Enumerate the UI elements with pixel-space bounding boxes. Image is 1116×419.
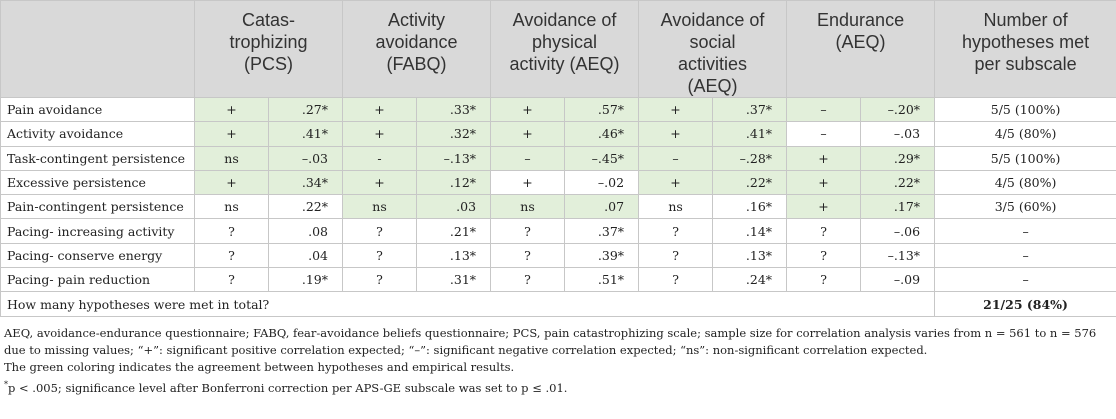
hypothesis-cell: + xyxy=(639,122,713,146)
correlation-cell: .57* xyxy=(565,98,639,122)
header-hypotheses-met: Number of hypotheses met per subscale xyxy=(935,1,1116,98)
footnote-significance-text: p < .005; significance level after Bonferroni correction per APS-GE subscale was set to p ≤ .01. xyxy=(8,380,568,395)
correlation-cell: .08 xyxy=(269,219,343,243)
hypothesis-cell: + xyxy=(787,195,861,219)
table-footnotes xyxy=(0,317,1116,397)
hypothesis-cell: ns xyxy=(343,195,417,219)
correlation-cell: .03 xyxy=(417,195,491,219)
row-label: Activity avoidance xyxy=(1,122,195,146)
correlation-cell: .51* xyxy=(565,268,639,292)
table-row xyxy=(1,170,1116,194)
correlation-cell: .29* xyxy=(861,146,935,170)
correlation-cell: .37* xyxy=(565,219,639,243)
correlation-cell: .41* xyxy=(713,122,787,146)
hypotheses-met-cell: – xyxy=(935,268,1116,292)
hypothesis-cell: ns xyxy=(639,195,713,219)
table-row xyxy=(1,268,1116,292)
correlation-cell: –.09 xyxy=(861,268,935,292)
table-row xyxy=(1,219,1116,243)
hypothesis-cell: ? xyxy=(343,243,417,267)
hypothesis-cell: ? xyxy=(195,219,269,243)
correlation-cell: .21* xyxy=(417,219,491,243)
hypothesis-cell: + xyxy=(639,98,713,122)
header-fabq: Activity avoidance (FABQ) xyxy=(343,1,491,98)
hypothesis-cell: + xyxy=(343,122,417,146)
table-row xyxy=(1,195,1116,219)
hypotheses-met-cell: 3/5 (60%) xyxy=(935,195,1116,219)
row-label: Excessive persistence xyxy=(1,170,195,194)
total-label: How many hypotheses were met in total? xyxy=(1,292,935,316)
correlation-cell: .12* xyxy=(417,170,491,194)
correlation-cell: .33* xyxy=(417,98,491,122)
correlation-cell: .41* xyxy=(269,122,343,146)
hypotheses-met-cell: 5/5 (100%) xyxy=(935,146,1116,170)
hypotheses-met-cell: 5/5 (100%) xyxy=(935,98,1116,122)
correlation-cell: .22* xyxy=(861,170,935,194)
correlation-cell: .16* xyxy=(713,195,787,219)
correlation-cell: .27* xyxy=(269,98,343,122)
footnote-star: * xyxy=(4,379,8,389)
hypothesis-cell: ns xyxy=(491,195,565,219)
correlation-cell: .19* xyxy=(269,268,343,292)
correlation-cell: .24* xyxy=(713,268,787,292)
header-row xyxy=(1,1,1116,98)
correlation-cell: .31* xyxy=(417,268,491,292)
footnote-green-coloring: The green coloring indicates the agreement between hypotheses and empirical results. xyxy=(4,359,515,374)
hypotheses-met-cell: 4/5 (80%) xyxy=(935,170,1116,194)
correlation-cell: .04 xyxy=(269,243,343,267)
header-social-avoidance: Avoidance of social activities (AEQ) xyxy=(639,1,787,98)
hypothesis-cell: ? xyxy=(787,268,861,292)
row-label: Pain-contingent persistence xyxy=(1,195,195,219)
hypotheses-met-cell: 4/5 (80%) xyxy=(935,122,1116,146)
table-row xyxy=(1,98,1116,122)
row-label: Pacing- increasing activity xyxy=(1,219,195,243)
total-row xyxy=(1,292,1116,316)
hypothesis-cell: ? xyxy=(639,243,713,267)
header-endurance: Endurance (AEQ) xyxy=(787,1,935,98)
correlation-cell: .13* xyxy=(417,243,491,267)
hypothesis-cell: ? xyxy=(343,219,417,243)
hypothesis-cell: + xyxy=(787,146,861,170)
correlation-cell: .22* xyxy=(269,195,343,219)
hypothesis-cell: ns xyxy=(195,146,269,170)
total-value: 21/25 (84%) xyxy=(935,292,1116,316)
row-label: Pacing- pain reduction xyxy=(1,268,195,292)
correlation-cell: –.03 xyxy=(861,122,935,146)
hypothesis-cell: – xyxy=(639,146,713,170)
hypothesis-cell: + xyxy=(787,170,861,194)
table-row xyxy=(1,122,1116,146)
correlation-cell: .32* xyxy=(417,122,491,146)
correlation-cell: .17* xyxy=(861,195,935,219)
hypotheses-met-cell: – xyxy=(935,243,1116,267)
hypothesis-cell: ? xyxy=(491,243,565,267)
hypothesis-cell: ? xyxy=(639,268,713,292)
hypothesis-cell: + xyxy=(639,170,713,194)
hypothesis-cell: ? xyxy=(491,219,565,243)
header-physical-avoidance: Avoidance of physical activity (AEQ) xyxy=(491,1,639,98)
hypothesis-cell: ? xyxy=(491,268,565,292)
row-label: Pacing- conserve energy xyxy=(1,243,195,267)
hypothesis-cell: + xyxy=(195,170,269,194)
hypothesis-cell: + xyxy=(491,170,565,194)
correlation-cell: –.02 xyxy=(565,170,639,194)
row-label: Task-contingent persistence xyxy=(1,146,195,170)
hypothesis-cell: ? xyxy=(195,268,269,292)
hypothesis-cell: + xyxy=(195,122,269,146)
correlation-cell: –.03 xyxy=(269,146,343,170)
hypothesis-cell: + xyxy=(195,98,269,122)
correlation-cell: –.45* xyxy=(565,146,639,170)
hypothesis-cell: + xyxy=(343,170,417,194)
hypothesis-cell: + xyxy=(343,98,417,122)
hypothesis-cell: + xyxy=(491,98,565,122)
correlation-cell: –.28* xyxy=(713,146,787,170)
footnote-abbreviations: AEQ, avoidance-endurance questionnaire; FABQ, fear-avoidance beliefs questionnaire; PCS, pain catastrophizing scale; sample size for correlation analysis varies from n = 561 to n = 576 due to missing values; “+”: significant positive correlation expected; “–”: significant negative correlation expected; “ns”: non-significant correlation expected. xyxy=(4,325,1097,357)
correlation-cell: –.13* xyxy=(861,243,935,267)
table-row xyxy=(1,146,1116,170)
footnote-significance xyxy=(4,376,1112,397)
correlation-cell: –.20* xyxy=(861,98,935,122)
hypothesis-cell: ns xyxy=(195,195,269,219)
hypothesis-cell: + xyxy=(491,122,565,146)
correlation-cell: –.06 xyxy=(861,219,935,243)
table-row xyxy=(1,243,1116,267)
header-blank xyxy=(1,1,195,98)
hypothesis-cell: – xyxy=(787,122,861,146)
correlation-cell: .39* xyxy=(565,243,639,267)
hypothesis-cell: ? xyxy=(639,219,713,243)
correlation-cell: –.13* xyxy=(417,146,491,170)
hypothesis-cell: ? xyxy=(195,243,269,267)
hypothesis-cell: – xyxy=(787,98,861,122)
correlation-cell: .13* xyxy=(713,243,787,267)
hypothesis-cell: ? xyxy=(787,219,861,243)
header-pcs: Catas- trophizing (PCS) xyxy=(195,1,343,98)
hypotheses-met-cell: – xyxy=(935,219,1116,243)
correlation-cell: .46* xyxy=(565,122,639,146)
hypothesis-cell: ? xyxy=(787,243,861,267)
correlation-cell: .37* xyxy=(713,98,787,122)
row-label: Pain avoidance xyxy=(1,98,195,122)
hypothesis-cell: – xyxy=(491,146,565,170)
hypothesis-cell: - xyxy=(343,146,417,170)
correlation-cell: .22* xyxy=(713,170,787,194)
correlation-cell: .07 xyxy=(565,195,639,219)
correlation-cell: .34* xyxy=(269,170,343,194)
correlation-cell: .14* xyxy=(713,219,787,243)
hypothesis-cell: ? xyxy=(343,268,417,292)
